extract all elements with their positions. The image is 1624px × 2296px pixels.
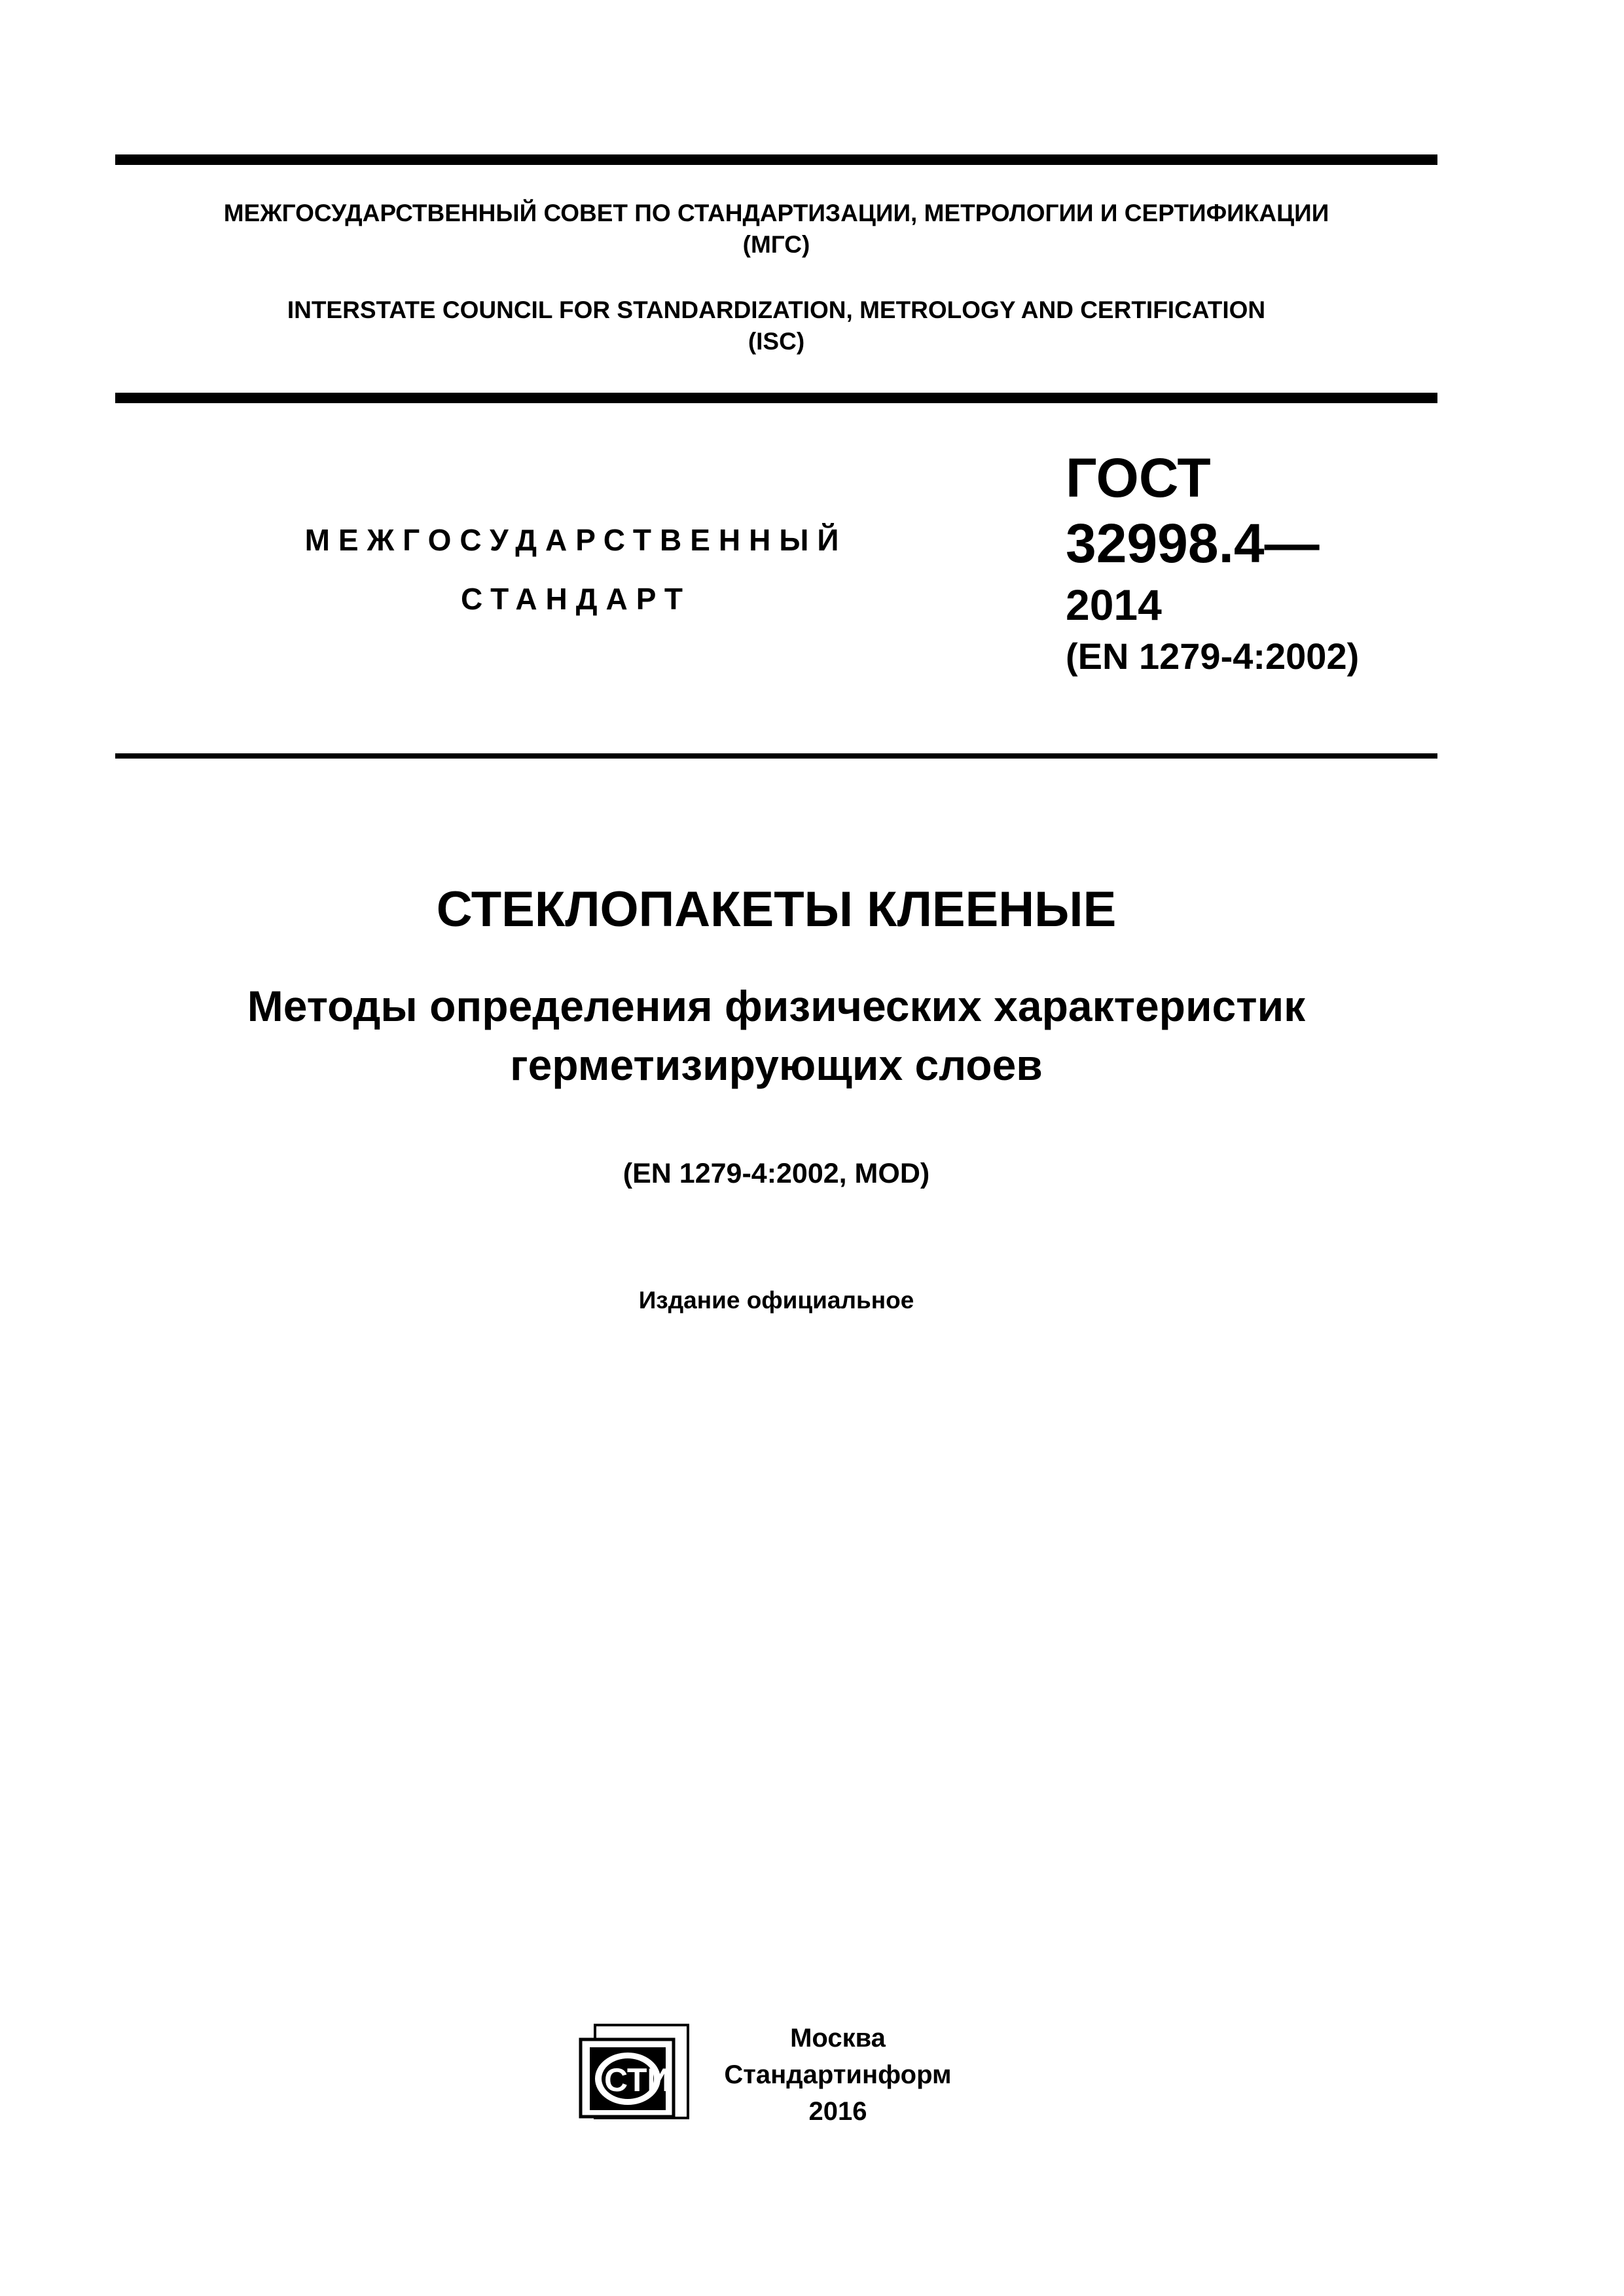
- publisher-block: [707, 2020, 969, 2130]
- standard-kind-line2: СТАНДАРТ: [461, 582, 691, 616]
- designation-en-reference: (EN 1279-4:2002): [1066, 636, 1360, 677]
- designation-number: 32998.4—: [1066, 512, 1320, 574]
- council-abbr-ru: (МГС): [742, 231, 810, 258]
- designation-year: 2014: [1066, 581, 1162, 629]
- document-title: СТЕКЛОПАКЕТЫ КЛЕЕНЫЕ: [436, 882, 1117, 937]
- lower-divider: [115, 753, 1437, 759]
- standard-designation: [1066, 445, 1419, 682]
- edition-note: Издание официальное: [638, 1287, 914, 1314]
- logo-text: СТИ: [604, 2062, 671, 2098]
- publication-year: 2016: [808, 2097, 867, 2126]
- council-name-ru-line: МЕЖГОСУДАРСТВЕННЫЙ СОВЕТ ПО СТАНДАРТИЗАЦИИ, МЕТРОЛОГИИ И СЕРТИФИКАЦИИ: [223, 200, 1329, 226]
- standard-kind-line1: МЕЖГОСУДАРСТВЕННЫЙ: [304, 523, 848, 557]
- council-name-ru: [115, 198, 1437, 260]
- council-abbr-en: (ISC): [748, 328, 805, 355]
- top-divider: [115, 154, 1437, 165]
- publisher-city: Москва: [790, 2024, 886, 2053]
- council-name-en: [115, 295, 1437, 357]
- council-name-en-line: INTERSTATE COUNCIL FOR STANDARDIZATION, METROLOGY AND CERTIFICATION: [287, 296, 1266, 323]
- modification-reference: (EN 1279-4:2002, MOD): [623, 1158, 930, 1189]
- designation-prefix: ГОСТ: [1066, 447, 1211, 509]
- publisher-name: Стандартинформ: [724, 2060, 952, 2089]
- standartinform-logo-icon: [578, 2022, 691, 2121]
- subtitle-line2: герметизирующих слоев: [510, 1041, 1043, 1089]
- middle-divider: [115, 393, 1437, 403]
- document-subtitle: [115, 977, 1437, 1094]
- subtitle-line1: Методы определения физических характеристик: [247, 982, 1306, 1030]
